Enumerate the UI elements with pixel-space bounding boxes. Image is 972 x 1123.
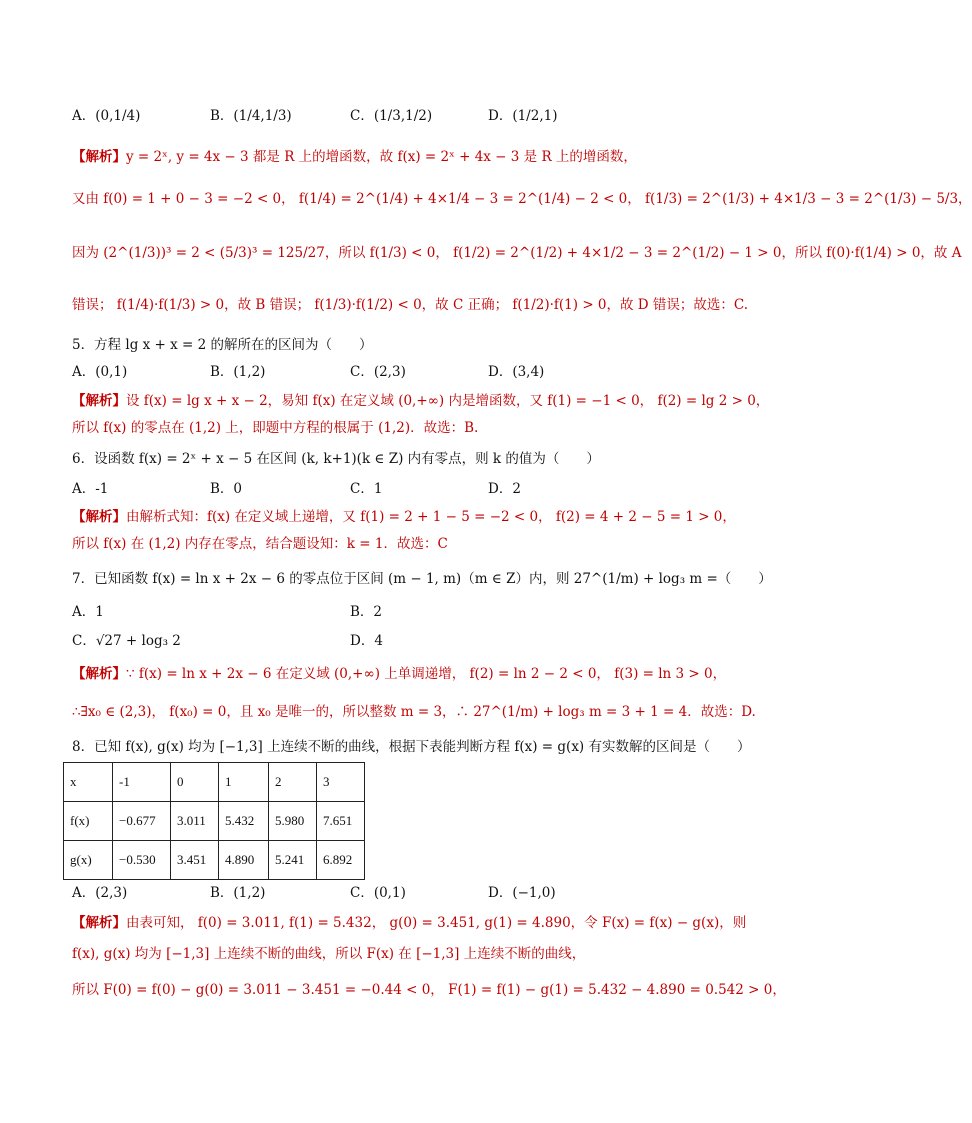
analysis-tag: 【解析】: [72, 666, 126, 682]
q6-stem: 6．设函数 f(x) = 2ˣ + x − 5 在区间 (k, k+1)(k ∈ Z) 内有零点，则 k 的值为（ ）: [72, 451, 600, 467]
q5-option-d: D．(3,4): [488, 364, 545, 380]
q8-option-c: C．(0,1): [350, 885, 406, 901]
table-cell: f(x): [64, 802, 113, 841]
table-cell: 2: [269, 763, 317, 802]
q7-option-b: B．2: [350, 604, 383, 620]
q8-stem: 8．已知 f(x), g(x) 均为 [−1,3] 上连续不断的曲线，根据下表能判断方程 f(x) = g(x) 有实数解的区间是（ ）: [72, 739, 751, 755]
table-cell: 1: [219, 763, 269, 802]
table-cell: 5.980: [269, 802, 317, 841]
table-cell: −0.530: [113, 841, 171, 880]
q8-analysis-line-1: 【解析】由表可知， f(0) = 3.011, f(1) = 5.432， g(0) = 3.451, g(1) = 4.890，令 F(x) = f(x) − g(x)，则: [72, 915, 747, 931]
table-cell: 3: [317, 763, 365, 802]
values-table: [63, 762, 365, 880]
table-row: [64, 841, 365, 880]
table-cell: -1: [113, 763, 171, 802]
q5-option-a: A．(0,1): [72, 364, 128, 380]
q7-analysis-line-2: ∴∃x₀ ∈ (2,3)， f(x₀) = 0，且 x₀ 是唯一的，所以整数 m = 3，∴ 27^(1/m) + log₃ m = 3 + 1 = 4．故选：D.: [72, 704, 756, 720]
q4-analysis-line-2: 又由 f(0) = 1 + 0 − 3 = −2 < 0， f(1/4) = 2^(1/4) + 4×1/4 − 3 = 2^(1/4) − 2 < 0， f(1/3) = 2^(1/3) + 4×1/3 − 3 = 2^(1/3) − 5/3，: [72, 191, 972, 207]
q6-option-d: D．2: [488, 481, 521, 497]
q5-stem: 5．方程 lg x + x = 2 的解所在的区间为（ ）: [72, 337, 373, 353]
table-cell: 0: [171, 763, 219, 802]
table-cell: −0.677: [113, 802, 171, 841]
table-cell: g(x): [64, 841, 113, 880]
q5-option-c: C．(2,3): [350, 364, 406, 380]
q8-option-d: D．(−1,0): [488, 885, 556, 901]
q6-option-c: C．1: [350, 481, 383, 497]
q4-analysis-line-1: 【解析】y = 2ˣ, y = 4x − 3 都是 R 上的增函数，故 f(x) = 2ˣ + 4x − 3 是 R 上的增函数，: [72, 149, 637, 165]
q8-analysis-line-2: f(x), g(x) 均为 [−1,3] 上连续不断的曲线，所以 F(x) 在 [−1,3] 上连续不断的曲线，: [72, 946, 586, 962]
q7-analysis-line-1: 【解析】∵ f(x) = ln x + 2x − 6 在定义域 (0,+∞) 上单调递增， f(2) = ln 2 − 2 < 0， f(3) = ln 3 > 0，: [72, 666, 727, 682]
q6-option-b: B．0: [210, 481, 243, 497]
q7-option-c: C．√27 + log₃ 2: [72, 633, 181, 649]
table-cell: 3.011: [171, 802, 219, 841]
q4-option-a: A．(0,1/4): [72, 108, 141, 124]
q6-analysis-line-2: 所以 f(x) 在 (1,2) 内存在零点，结合题设知：k = 1．故选：C: [72, 536, 448, 552]
q6-analysis-line-1: 【解析】由解析式知：f(x) 在定义域上递增，又 f(1) = 2 + 1 − 5 = −2 < 0， f(2) = 4 + 2 − 5 = 1 > 0，: [72, 509, 736, 525]
q4-option-d: D．(1/2,1): [488, 108, 558, 124]
q8-option-a: A．(2,3): [72, 885, 128, 901]
q4-option-b: B．(1/4,1/3): [210, 108, 292, 124]
analysis-tag: 【解析】: [72, 509, 126, 525]
analysis-tag: 【解析】: [72, 149, 126, 165]
table-cell: x: [64, 763, 113, 802]
q7-option-a: A．1: [72, 604, 104, 620]
q4-analysis-line-3: 因为 (2^(1/3))³ = 2 < (5/3)³ = 125/27，所以 f(1/3) < 0， f(1/2) = 2^(1/2) + 4×1/2 − 3 = 2^(1/2) − 1 > 0，所以 f(0)·f(1/4) > 0，故 A: [72, 245, 962, 261]
table-cell: 6.892: [317, 841, 365, 880]
q7-option-d: D．4: [350, 633, 383, 649]
table-cell: 7.651: [317, 802, 365, 841]
table-cell: 3.451: [171, 841, 219, 880]
q6-option-a: A．-1: [72, 481, 109, 497]
table-row: [64, 802, 365, 841]
table-cell: 4.890: [219, 841, 269, 880]
q7-stem: 7．已知函数 f(x) = ln x + 2x − 6 的零点位于区间 (m − 1, m)（m ∈ Z）内，则 27^(1/m) + log₃ m =（ ）: [72, 571, 772, 587]
q4-option-c: C．(1/3,1/2): [350, 108, 433, 124]
q4-analysis-line-4: 错误； f(1/4)·f(1/3) > 0，故 B 错误； f(1/3)·f(1/2) < 0，故 C 正确； f(1/2)·f(1) > 0，故 D 错误；故选：C.: [72, 297, 749, 313]
q5-option-b: B．(1,2): [210, 364, 266, 380]
q8-analysis-line-3: 所以 F(0) = f(0) − g(0) = 3.011 − 3.451 = −0.44 < 0， F(1) = f(1) − g(1) = 5.432 − 4.890 = 0.542 > 0，: [72, 982, 786, 998]
table-header-row: [64, 763, 365, 802]
analysis-tag: 【解析】: [72, 393, 126, 409]
table-cell: 5.241: [269, 841, 317, 880]
q5-analysis-line-2: 所以 f(x) 的零点在 (1,2) 上，即题中方程的根属于 (1,2)．故选：B.: [72, 420, 479, 436]
table-cell: 5.432: [219, 802, 269, 841]
q8-option-b: B．(1,2): [210, 885, 266, 901]
q5-analysis-line-1: 【解析】设 f(x) = lg x + x − 2，易知 f(x) 在定义域 (0,+∞) 内是增函数，又 f(1) = −1 < 0， f(2) = lg 2 > 0，: [72, 393, 770, 409]
analysis-tag: 【解析】: [72, 915, 126, 931]
